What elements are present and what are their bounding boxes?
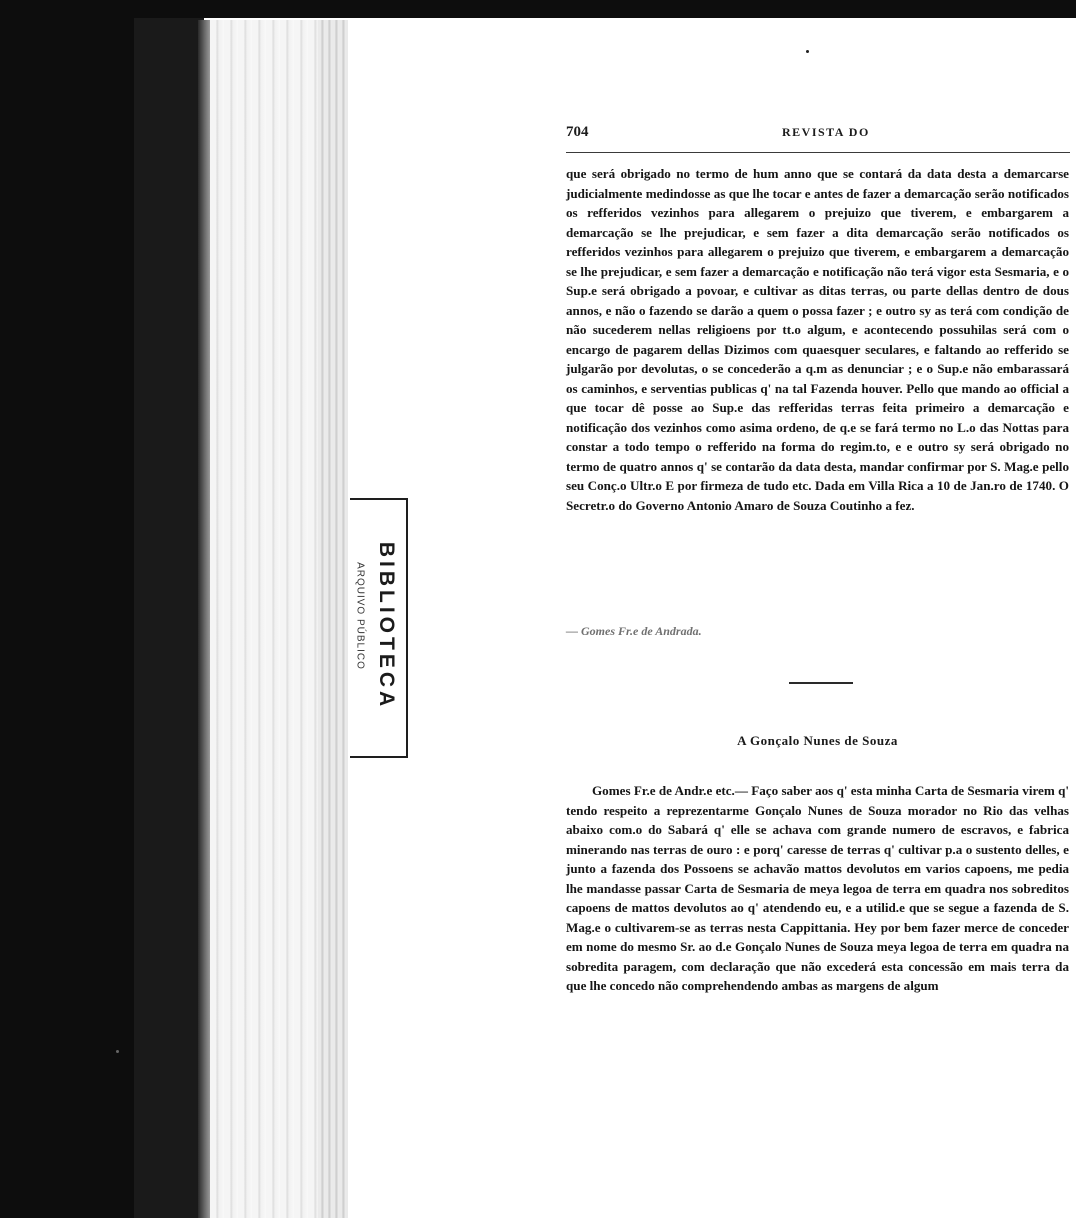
book-spine	[134, 18, 204, 1218]
section-title: A Gonçalo Nunes de Souza	[737, 733, 898, 748]
scan-border-top	[134, 0, 1076, 18]
scan-border-left	[0, 0, 134, 1218]
stamp-sub-label: ARQUIVO PÚBLICO	[354, 562, 366, 670]
paragraph-1: que será obrigado no termo de hum anno que se contará da data desta a demarcarse judicialmente medindosse as que lhe tocar e antes de fazer a demarcação serão notificados os refferidos vezinhos para allegarem o prejuizo que tiverem, e embargarem a demarcação se lhe prejudicar, e sem fazer a dita demarcação serão notificados os refferidos vezinhos para allegarem o prejuizo que tiverem, e embargarem a demarcação se lhe prejudicar, e sem fazer a demarcação e notificação não terá vigor esta Sesmaria, e o Sup.e será obrigado a povoar, e cultivar as ditas terras, ou parte dellas dentro de dous annos, e não o fazendo se darão a quem o possa fazer ; e outro sy as terá com condição de não sucederem nellas religioens por tt.o algum, e acontecendo possuhilas será com o encargo de pagarem dellas Dizimos com quaesquer seculares, e faltando ao refferido se julgarão por devolutas, o se concederão a q.m as denunciar ; e o Sup.e não embarassará os caminhos, e serventias publicas q' na tal Fazenda houver. Pello que mando ao official a que tocar dê posse ao Sup.e das refferidas terras feita primeiro a demarcação e notificação dos vezinhos como asima ordeno, de q.e se fará termo no L.o das Nottas para constar a todo tempo o refferido na forma do regim.to, e e outro sy será obrigado no termo de quatro annos q' se contarão da data desta, mandar confirmar por S. Mag.e pello seu Conç.o Ultr.o E por firmeza de tudo etc. Dada em Villa Rica a 10 de Jan.ro de 1740. O Secretr.o do Governo Antonio Amaro de Souza Coutinho a fez.	[566, 166, 1069, 513]
page-edges	[210, 20, 330, 1218]
running-title: REVISTA DO	[782, 125, 870, 139]
spine-edge	[198, 20, 210, 1218]
speck-1	[806, 50, 809, 53]
header-rule	[566, 152, 1070, 153]
page-fold	[318, 20, 348, 1218]
section-separator	[789, 682, 853, 684]
signature: — Gomes Fr.e de Andrada.	[566, 624, 702, 638]
speck-2	[116, 1050, 119, 1053]
page-number: 704	[566, 124, 589, 140]
paragraph-2: Gomes Fr.e de Andr.e etc.— Faço saber aos q' esta minha Carta de Sesmaria virem q' tendo respeito a reprezentarme Gonçalo Nunes de Souza morador no Rio das velhas abaixo com.o do Sabará q' elle se achava com grande numero de escravos, e fabrica minerando nas terras de ouro : e porq' caresse de terras q' cultivar p.a o sustento delles, e junto a fazenda dos Possoens se achavão mattos devolutos em varios capoens, me pedia lhe mandasse passar Carta de Sesmaria de meya legoa de terra em quadra nos sobreditos capoens de mattos devolutos ao q' atendendo eu, e a utilid.e que se segue a fazenda de S. Mag.e o cultivarem-se as terras nesta Cappittania. Hey por bem fazer merce de conceder em nome do mesmo Sr. ao d.e Gonçalo Nunes de Souza meya legoa de terra em quadra na sobredita paragem, com declaração que não excederá esta concessão em mais terra da que lhe concedo não comprehendendo ambas as margens de algum	[566, 783, 1069, 993]
stamp-label: BIBLIOTECA	[375, 541, 398, 711]
